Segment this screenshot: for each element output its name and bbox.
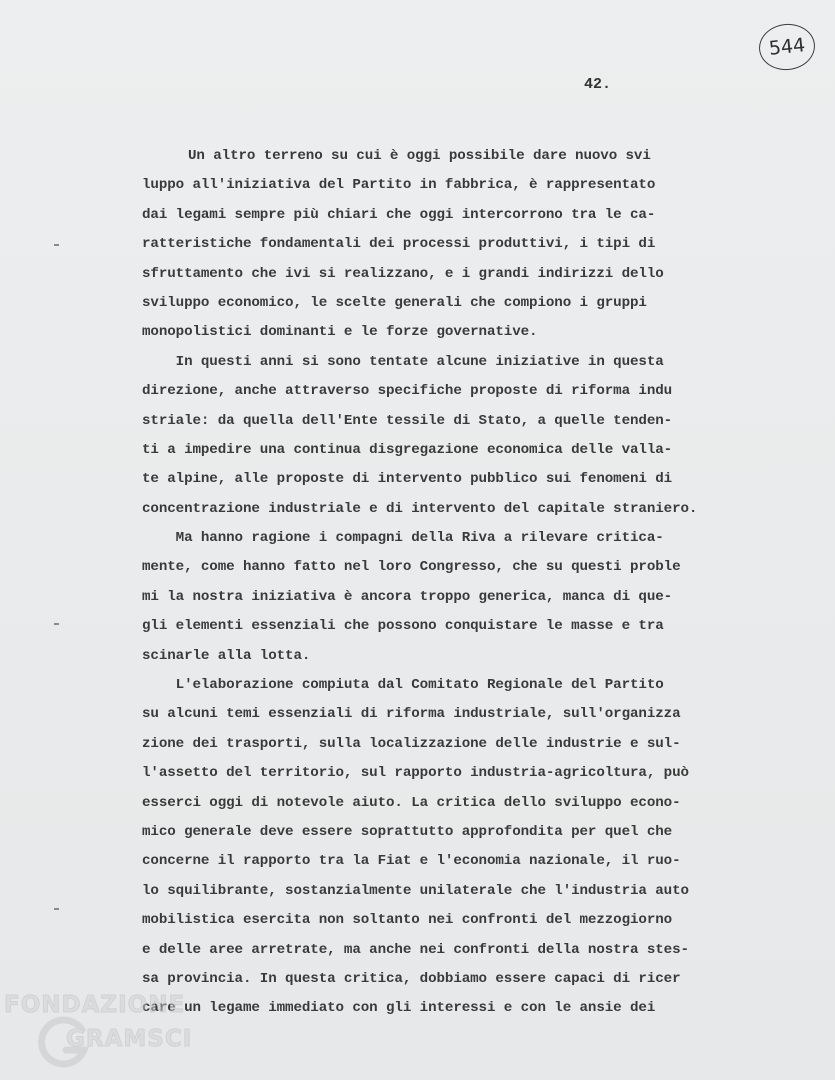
fondazione-gramsci-watermark bbox=[4, 986, 234, 1076]
text-line: concerne il rapporto tra la Fiat e l'economia nazionale, il ruo- bbox=[142, 853, 681, 870]
text-line: scinarle alla lotta. bbox=[142, 647, 311, 664]
typed-body-text bbox=[142, 142, 782, 1024]
text-line: sfruttamento che ivi si realizzano, e i grandi indirizzi dello bbox=[142, 265, 664, 282]
archive-number-stamp bbox=[757, 21, 818, 73]
text-line: Un altro terreno su cui è oggi possibile dare nuovo svi bbox=[188, 148, 651, 164]
text-line: mico generale deve essere soprattutto approfondita per quel che bbox=[142, 823, 673, 840]
text-line: striale: da quella dell'Ente tessile di Stato, a quelle tenden- bbox=[142, 412, 673, 429]
text-line: sa provincia. In questa critica, dobbiamo essere capaci di ricer bbox=[142, 970, 681, 987]
text-line: lo squilibrante, sostanzialmente unilaterale che l'industria auto bbox=[142, 882, 689, 899]
text-line: In questi anni si sono tentate alcune iniziative in questa bbox=[142, 353, 664, 370]
text-line: mobilistica esercita non soltanto nei confronti del mezzogiorno bbox=[142, 912, 673, 929]
text-line: su alcuni temi essenziali di riforma industriale, sull'organizza bbox=[142, 706, 681, 723]
text-line: dai legami sempre più chiari che oggi intercorrono tra le ca- bbox=[142, 206, 656, 223]
page-number: 42. bbox=[584, 76, 612, 93]
text-line: concentrazione industriale e di intervento del capitale straniero. bbox=[142, 500, 698, 517]
margin-mark bbox=[54, 623, 59, 625]
text-line: ti a impedire una continua disgregazione economica delle valla- bbox=[142, 441, 673, 458]
watermark-line1: FONDAZIONE bbox=[4, 992, 186, 1018]
text-line: gli elementi essenziali che possono conquistare le masse e tra bbox=[142, 618, 664, 635]
text-line: mente, come hanno fatto nel loro Congresso, che su questi proble bbox=[142, 559, 681, 576]
watermark-line2: GRAMSCI bbox=[66, 1026, 193, 1052]
text-line: luppo all'iniziativa del Partito in fabbrica, è rappresentato bbox=[142, 177, 656, 194]
text-line: direzione, anche attraverso specifiche proposte di riforma indu bbox=[142, 383, 673, 400]
text-line: sviluppo economico, le scelte generali che compiono i gruppi bbox=[142, 294, 647, 311]
text-line: l'assetto del territorio, sul rapporto industria-agricoltura, può bbox=[142, 765, 689, 782]
text-line: care un legame immediato con gli interessi e con le ansie dei bbox=[142, 1000, 656, 1017]
text-line: Ma hanno ragione i compagni della Riva a rilevare critica- bbox=[142, 530, 664, 547]
text-line: L'elaborazione compiuta dal Comitato Regionale del Partito bbox=[142, 677, 664, 694]
text-line: mi la nostra iniziativa è ancora troppo generica, manca di que- bbox=[142, 588, 673, 605]
text-line: esserci oggi di notevole aiuto. La critica dello sviluppo econo- bbox=[142, 794, 681, 811]
text-line: te alpine, alle proposte di intervento pubblico sui fenomeni di bbox=[142, 471, 673, 488]
margin-mark bbox=[54, 244, 59, 246]
text-line: zione dei trasporti, sulla localizzazione delle industrie e sul- bbox=[142, 735, 681, 752]
text-line: monopolistici dominanti e le forze governative. bbox=[142, 324, 538, 341]
text-line: ratteristiche fondamentali dei processi produttivi, i tipi di bbox=[142, 236, 656, 253]
text-line: e delle aree arretrate, ma anche nei confronti della nostra stes- bbox=[142, 941, 689, 958]
margin-mark bbox=[54, 908, 59, 910]
archive-number: 544 bbox=[767, 34, 807, 60]
